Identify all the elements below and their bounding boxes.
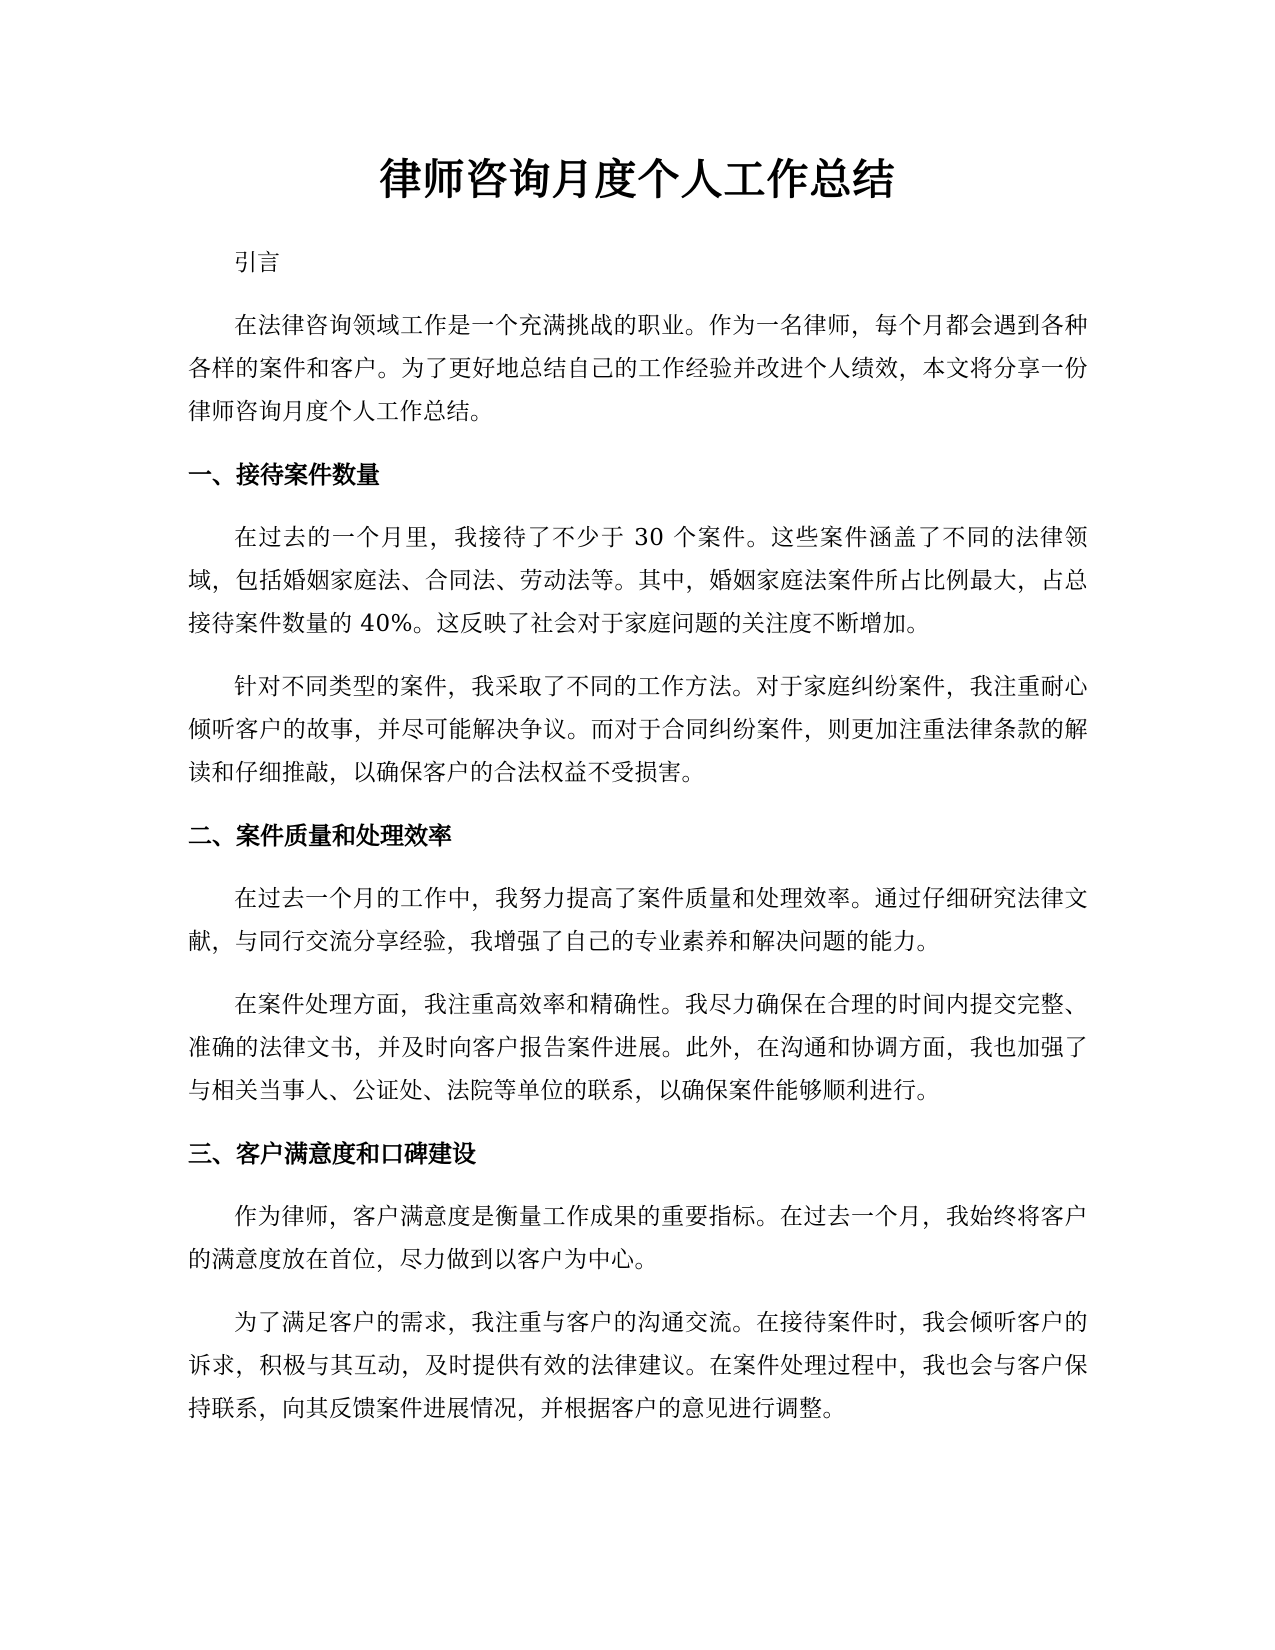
section-2-heading: 二、案件质量和处理效率 xyxy=(188,822,452,850)
document-body xyxy=(188,242,1088,1451)
intro-paragraph: 在法律咨询领域工作是一个充满挑战的职业。作为一名律师，每个月都会遇到各种各样的案件和客户。为了更好地总结自己的工作经验并改进个人绩效，本文将分享一份律师咨询月度个人工作总结。 xyxy=(188,313,1088,425)
section-1-paragraph-1: 在过去的一个月里，我接待了不少于 30 个案件。这些案件涵盖了不同的法律领域，包括婚姻家庭法、合同法、劳动法等。其中，婚姻家庭法案件所占比例最大，占总接待案件数量的 40%。这反映了社会对于家庭问题的关注度不断增加。 xyxy=(188,525,1088,637)
document-title: 律师咨询月度个人工作总结 xyxy=(379,155,896,204)
section-3-paragraph-1: 作为律师，客户满意度是衡量工作成果的重要指标。在过去一个月，我始终将客户的满意度放在首位，尽力做到以客户为中心。 xyxy=(188,1204,1088,1273)
section-3-heading: 三、客户满意度和口碑建设 xyxy=(188,1140,476,1168)
section-1-heading: 一、接待案件数量 xyxy=(188,461,380,489)
intro-heading: 引言 xyxy=(234,250,280,276)
section-3-paragraph-2: 为了满足客户的需求，我注重与客户的沟通交流。在接待案件时，我会倾听客户的诉求，积极与其互动，及时提供有效的法律建议。在案件处理过程中，我也会与客户保持联系，向其反馈案件进展情况，并根据客户的意见进行调整。 xyxy=(188,1310,1088,1422)
section-2-paragraph-1: 在过去一个月的工作中，我努力提高了案件质量和处理效率。通过仔细研究法律文献，与同行交流分享经验，我增强了自己的专业素养和解决问题的能力。 xyxy=(188,886,1088,955)
section-2-paragraph-2: 在案件处理方面，我注重高效率和精确性。我尽力确保在合理的时间内提交完整、准确的法律文书，并及时向客户报告案件进展。此外，在沟通和协调方面，我也加强了与相关当事人、公证处、法院等单位的联系，以确保案件能够顺利进行。 xyxy=(188,992,1088,1104)
section-1-paragraph-2: 针对不同类型的案件，我采取了不同的工作方法。对于家庭纠纷案件，我注重耐心倾听客户的故事，并尽可能解决争议。而对于合同纠纷案件，则更加注重法律条款的解读和仔细推敲，以确保客户的合法权益不受损害。 xyxy=(188,674,1088,786)
